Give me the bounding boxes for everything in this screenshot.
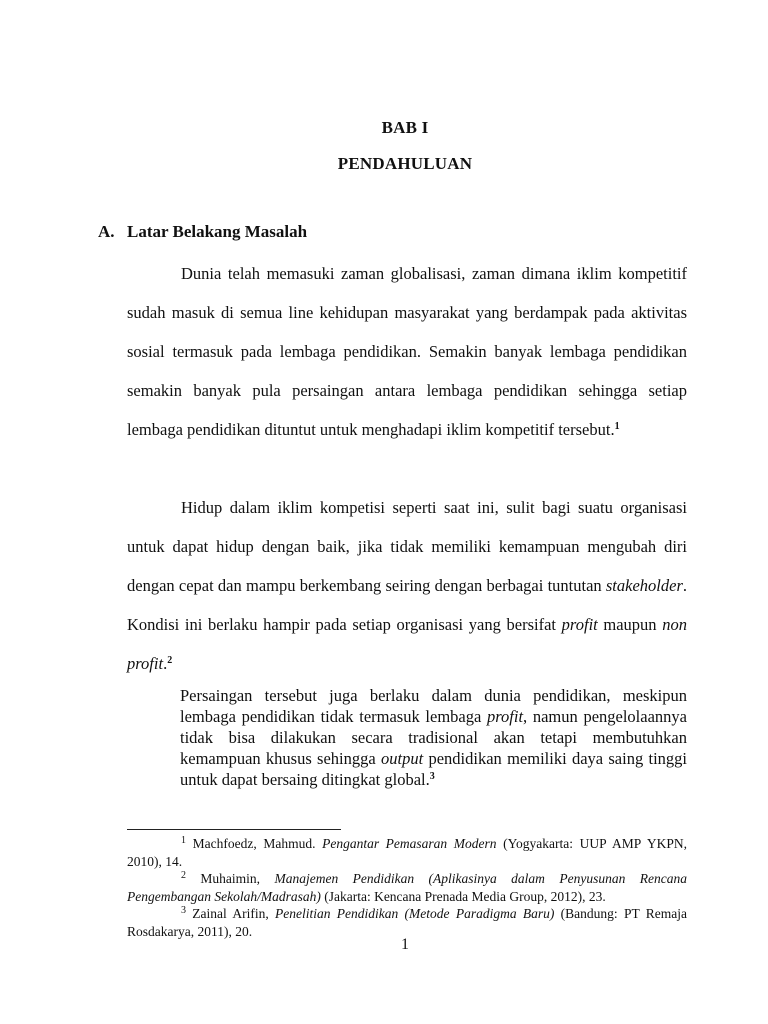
paragraph-2-text: . Kondisi ini berlaku hampir pada setiap organisasi yang bersifat: [127, 576, 687, 634]
footnote-ref-1: 1: [614, 421, 620, 432]
section-letter: A.: [98, 222, 115, 241]
italic-term: profit: [561, 615, 598, 634]
chapter-number: BAB I: [381, 118, 429, 137]
block-quote: [180, 685, 687, 790]
footnote-text: (Yogyakarta: UUP AMP YKPN, 2010), 14.: [127, 836, 688, 869]
paragraph-1: [127, 254, 687, 449]
quote-text: Persaingan tersebut juga berlaku dalam dunia pendidikan, meskipun lembaga pendidikan tidak termasuk lembaga: [180, 686, 687, 726]
quote-text: , namun pengelolaannya tidak bisa dilakukan secara tradisional akan tetapi membutuhkan kemampuan khusus sehingga: [180, 707, 687, 768]
footnote-text: Muhaimin,: [200, 871, 275, 886]
paragraph-2-text: maupun: [597, 615, 663, 634]
italic-term: stakeholder: [605, 576, 683, 595]
footnote-text: Machfoedz, Mahmud.: [192, 836, 323, 851]
paragraph-2-text: .: [163, 654, 168, 673]
footnote-2: [127, 870, 687, 905]
paragraph-2-text: Hidup dalam iklim kompetisi seperti saat ini, sulit bagi suatu organisasi untuk dapat hidup dengan baik, jika tidak memiliki kemampuan mengubah diri dengan cepat dan mampu berkembang seiring dengan berbagai tuntutan: [127, 498, 687, 595]
footnote-3: [127, 905, 687, 940]
footnote-ref-3: 3: [429, 771, 435, 782]
paragraph-2: [127, 488, 687, 683]
footnote-text: Zainal Arifin,: [192, 906, 275, 921]
footnote-text: (Jakarta: Kencana Prenada Media Group, 2012), 23.: [320, 888, 606, 904]
italic-term: profit: [486, 707, 524, 726]
italic-term: non profit: [127, 615, 687, 673]
footnotes: [127, 835, 687, 940]
section-title: Latar Belakang Masalah: [127, 222, 308, 241]
footnote-1: [127, 835, 687, 870]
footnote-divider: [127, 829, 341, 830]
quote-text: pendidikan memiliki daya saing tinggi untuk dapat bersaing ditingkat global.: [180, 749, 688, 789]
footnote-number: 1: [181, 835, 186, 846]
footnote-text: (Bandung: PT Remaja Rosdakarya, 2011), 20.: [127, 906, 687, 939]
page-number: 1: [401, 936, 409, 953]
chapter-title: PENDAHULUAN: [337, 154, 473, 173]
footnote-title: Manajemen Pendidikan (Aplikasinya dalam Penyusunan Rencana Pengembangan Sekolah/Madrasah): [127, 871, 687, 904]
paragraph-1-text: Dunia telah memasuki zaman globalisasi, zaman dimana iklim kompetitif sudah masuk di semua line kehidupan masyarakat yang berdampak pada aktivitas sosial termasuk pada lembaga pendidikan. Semakin banyak lembaga pendidikan semakin banyak pula persaingan antara lembaga pendidikan sehingga setiap lembaga pendidikan dituntut untuk menghadapi iklim kompetitif tersebut.: [127, 264, 687, 439]
footnote-number: 3: [181, 905, 186, 916]
footnote-number: 2: [181, 870, 186, 881]
section-heading: [98, 222, 307, 242]
italic-term: output: [381, 749, 424, 768]
footnote-title: Penelitian Pendidikan (Metode Paradigma Baru): [275, 906, 555, 921]
footnote-title: Pengantar Pemasaran Modern: [322, 836, 497, 851]
footnote-ref-2: 2: [167, 655, 173, 666]
